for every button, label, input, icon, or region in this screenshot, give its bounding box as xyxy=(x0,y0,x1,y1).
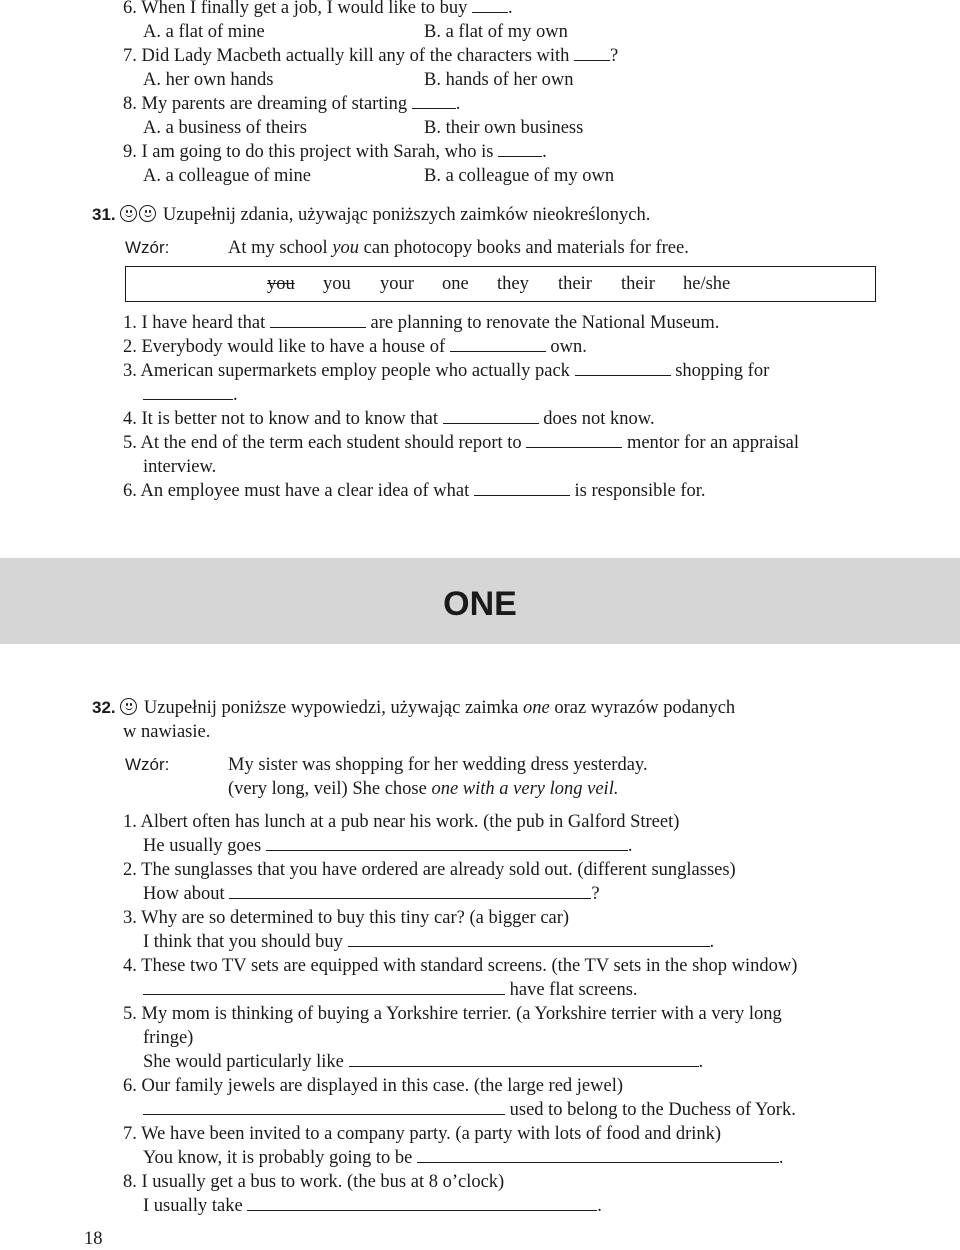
example-line-1: My sister was shopping for her wedding dress yesterday. xyxy=(228,755,648,775)
word: they xyxy=(497,274,529,294)
word: he/she xyxy=(683,274,731,294)
instruction: Uzupełnij poniższe wypowiedzi, używając zaimka one oraz wyrazów podanych xyxy=(143,698,736,718)
smiley-icon xyxy=(120,205,137,222)
q8-text: 8. My parents are dreaming of starting . xyxy=(123,94,461,114)
ex31-item-1: 1. I have heard that are planning to renovate the National Museum. xyxy=(123,313,720,333)
ex31-item-3-cont: . xyxy=(143,384,238,406)
exercise-32-header xyxy=(92,697,735,719)
blank[interactable] xyxy=(526,432,622,448)
page-number: 18 xyxy=(84,1229,103,1249)
ex32-item-8-answer: I usually take . xyxy=(143,1196,602,1216)
ex32-item-3-answer: I think that you should buy . xyxy=(143,932,715,952)
ex32-item-6: 6. Our family jewels are displayed in this case. (the large red jewel) xyxy=(123,1076,624,1096)
ex32-item-2-answer: How about ? xyxy=(143,884,600,904)
q6-option-a: A. a flat of mine xyxy=(143,22,265,42)
word-struck: you xyxy=(267,274,295,294)
section-title: ONE xyxy=(443,585,517,623)
answer-blank[interactable] xyxy=(229,883,591,899)
answer-blank[interactable] xyxy=(247,1195,597,1211)
blank[interactable] xyxy=(270,312,366,328)
ex31-item-5: 5. At the end of the term each student should report to mentor for an appraisal xyxy=(123,433,800,453)
word: their xyxy=(621,274,655,294)
ex32-item-7: 7. We have been invited to a company party. (a party with lots of food and drink) xyxy=(123,1124,722,1144)
blank[interactable] xyxy=(143,384,233,400)
answer-blank[interactable] xyxy=(349,1051,699,1067)
blank[interactable] xyxy=(443,408,539,424)
ex31-item-4: 4. It is better not to know and to know that does not know. xyxy=(123,409,655,429)
blank[interactable] xyxy=(412,93,456,109)
exercise-number: 32. xyxy=(92,698,116,717)
ex32-item-6-answer: used to belong to the Duchess of York. xyxy=(143,1099,796,1121)
ex31-item-2: 2. Everybody would like to have a house of own. xyxy=(123,337,587,357)
blank[interactable] xyxy=(574,45,610,61)
ex32-item-4: 4. These two TV sets are equipped with standard screens. (the TV sets in the shop window) xyxy=(123,956,798,976)
answer-blank[interactable] xyxy=(266,835,628,851)
q8-option-a: A. a business of theirs xyxy=(143,118,307,138)
blank[interactable] xyxy=(575,360,671,376)
word: your xyxy=(380,274,414,294)
q7-option-b: B. hands of her own xyxy=(424,70,574,90)
ex32-item-3: 3. Why are so determined to buy this tiny car? (a bigger car) xyxy=(123,908,570,928)
example-sentence: At my school you can photocopy books and materials for free. xyxy=(228,238,689,258)
wzor-label: Wzór: xyxy=(125,755,170,774)
wzor-label: Wzór: xyxy=(125,238,170,257)
exercise-number: 31. xyxy=(92,205,116,224)
q6-option-b: B. a flat of my own xyxy=(424,22,568,42)
smiley-icon xyxy=(120,698,137,715)
blank[interactable] xyxy=(498,141,542,157)
q8-option-b: B. their own business xyxy=(424,118,584,138)
blank[interactable] xyxy=(472,0,508,13)
ex31-item-6: 6. An employee must have a clear idea of what is responsible for. xyxy=(123,481,706,501)
word: their xyxy=(558,274,592,294)
answer-blank[interactable] xyxy=(417,1147,779,1163)
q9-text: 9. I am going to do this project with Sarah, who is . xyxy=(123,142,547,162)
ex32-item-1-answer: He usually goes . xyxy=(143,836,633,856)
ex32-item-5: 5. My mom is thinking of buying a Yorkshire terrier. (a Yorkshire terrier with a very long xyxy=(123,1004,782,1024)
answer-blank[interactable] xyxy=(143,979,505,995)
word: you xyxy=(323,274,351,294)
ex32-item-8: 8. I usually get a bus to work. (the bus at 8 o’clock) xyxy=(123,1172,505,1192)
ex32-item-7-answer: You know, it is probably going to be . xyxy=(143,1148,784,1168)
q6-text: 6. When I finally get a job, I would like to buy . xyxy=(123,0,513,19)
smiley-icon xyxy=(139,205,156,222)
ex32-item-5-cont: fringe) xyxy=(143,1028,194,1048)
ex31-item-5-cont: interview. xyxy=(143,457,217,477)
word: one xyxy=(442,274,469,294)
ex32-item-1: 1. Albert often has lunch at a pub near his work. (the pub in Galford Street) xyxy=(123,812,680,832)
ex32-item-2: 2. The sunglasses that you have ordered are already sold out. (different sunglasses) xyxy=(123,860,736,880)
example-line-2: (very long, veil) She chose one with a very long veil. xyxy=(228,779,619,799)
ex32-item-5-answer: She would particularly like . xyxy=(143,1052,704,1072)
answer-blank[interactable] xyxy=(348,931,710,947)
q9-option-a: A. a colleague of mine xyxy=(143,166,311,186)
ex31-item-3: 3. American supermarkets employ people who actually pack shopping for xyxy=(123,361,770,381)
q7-option-a: A. her own hands xyxy=(143,70,274,90)
instruction: Uzupełnij zdania, używając poniższych zaimków nieokreślonych. xyxy=(162,205,651,225)
q9-option-b: B. a colleague of my own xyxy=(424,166,615,186)
q7-text: 7. Did Lady Macbeth actually kill any of the characters with ? xyxy=(123,46,619,66)
blank[interactable] xyxy=(474,480,570,496)
instruction-line-2: w nawiasie. xyxy=(123,722,211,742)
exercise-31-header xyxy=(92,204,650,226)
answer-blank[interactable] xyxy=(143,1099,505,1115)
blank[interactable] xyxy=(450,336,546,352)
ex32-item-4-answer: have flat screens. xyxy=(143,979,638,1001)
